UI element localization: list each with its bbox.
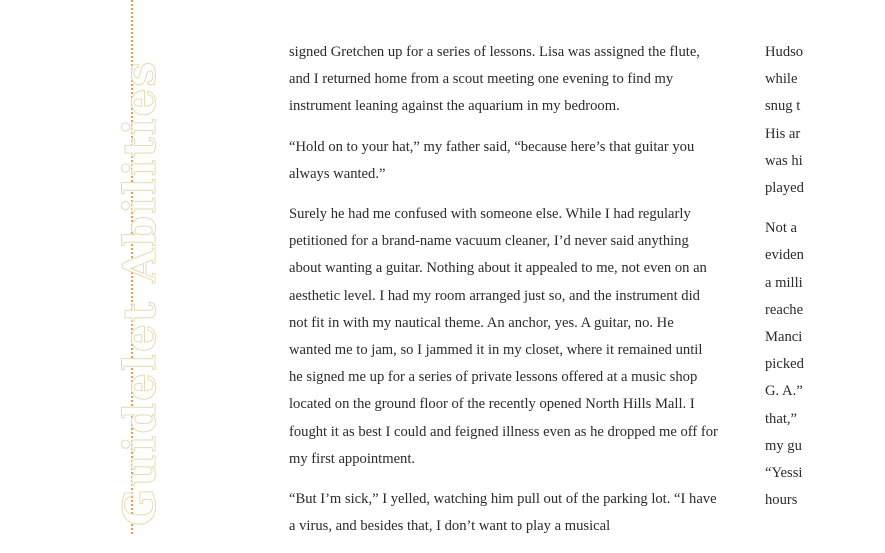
line-fragment: picked: [765, 356, 804, 373]
paragraph: Surely he had me confused with someone else. While I had regularly petitioned for a brand-name vacuum cleaner, I’d never said anything about wanting a guitar. Nothing about it appealed to me, not even on an aesthetic level. I had my room arranged just so, and the instrument did not fit in with my nautical theme. An anchor, yes. A guitar, no. He wanted me to jam, so I jammed it in my closet, where it remained until he signed me up for a series of private lessons offered at a music shop located on the ground floor of the recently opened North Hills Mall. I fought it as best I could and feigned illness even as he dropped me off for my first appointment.: [289, 206, 718, 467]
line-fragment: Not a: [765, 220, 798, 237]
line-fragment: a milli: [765, 274, 803, 291]
line-fragment: His ar: [765, 125, 801, 142]
line-fragment: was hi: [765, 152, 803, 169]
right-paragraph-1: [765, 39, 885, 202]
line-fragment: my gu: [765, 437, 802, 454]
chapter-side-title: Guidelet Abilities: [115, 59, 166, 526]
line-fragment: hours: [765, 492, 798, 509]
right-text-column: [765, 39, 885, 527]
line-fragment: while: [765, 71, 798, 88]
line-fragment: snug t: [765, 98, 801, 115]
line-fragment: Hudso: [765, 44, 804, 60]
line-fragment: that,”: [765, 410, 798, 427]
line-fragment: played: [765, 180, 804, 197]
line-fragment: Manci: [765, 329, 803, 346]
line-fragment: reache: [765, 301, 804, 318]
line-fragment: eviden: [765, 247, 804, 264]
line-fragment: “Yessi: [765, 465, 803, 482]
paragraph: “Hold on to your hat,” my father said, “because here’s that guitar you always wanted.”: [289, 138, 695, 182]
line-fragment: G. A.”: [765, 383, 803, 400]
right-paragraph-2: [765, 215, 885, 514]
main-text-column: [289, 39, 719, 553]
paragraph: “But I’m sick,” I yelled, watching him pull out of the parking lot. “I have a virus, and besides that, I don’t want to play a musical: [289, 491, 717, 535]
paragraph: signed Gretchen up for a series of lessons. Lisa was assigned the flute, and I returned home from a scout meeting one evening to find my instrument leaning against the aquarium in my bedroom.: [289, 44, 700, 115]
